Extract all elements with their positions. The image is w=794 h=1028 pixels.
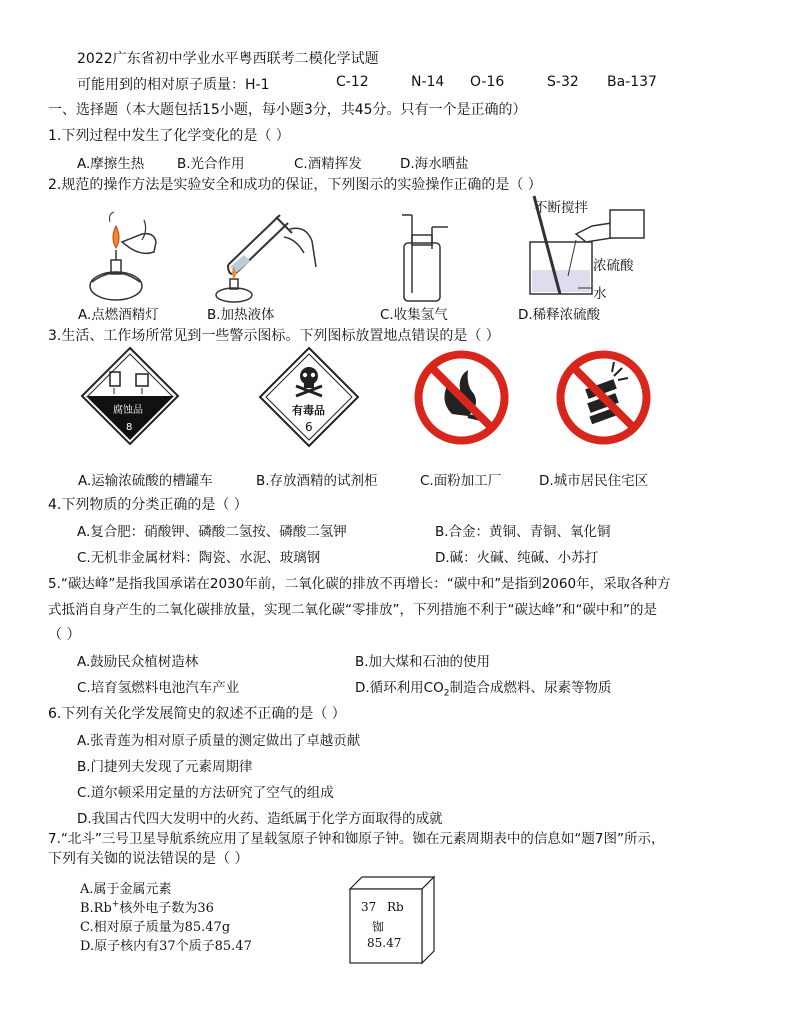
element-name: 铷 [372, 920, 385, 934]
toxic-sign [258, 346, 360, 448]
q3-option-a: A.运输浓硫酸的槽罐车 [78, 473, 213, 489]
section-heading: 一、选择题（本大题包括15小题，每小题3分，共45分。只有一个是正确的） [48, 102, 527, 118]
q2-option-c: C.收集氢气 [380, 307, 448, 323]
q2-option-a: A.点燃酒精灯 [78, 307, 159, 323]
q4-option-d: D.碱：火碱、纯碱、小苏打 [435, 550, 599, 566]
question-2-stem: 2.规范的操作方法是实验安全和成功的保证，下列图示的实验操作正确的是（ ） [48, 177, 542, 193]
alcohol-lamp-lighting-icon [82, 212, 162, 304]
q1-option-a: A.摩擦生热 [77, 156, 145, 172]
element-number: 37 [361, 900, 377, 914]
atomic-mass-c: C-12 [336, 74, 369, 90]
q7-option-d: D.原子核内有37个质子85.47 [80, 939, 252, 954]
q1-option-d: D.海水晒盐 [400, 156, 469, 172]
q5-option-d-post: 制造合成燃料、尿素等物质 [449, 680, 612, 696]
q6-option-b: B.门捷列夫发现了元素周期律 [77, 759, 253, 775]
element-cube-icon [346, 873, 438, 965]
question-4-stem: 4.下列物质的分类正确的是（ ） [48, 497, 248, 513]
no-fireworks-icon [556, 350, 651, 445]
heating-test-tube-icon [200, 207, 325, 303]
atomic-mass-s: S-32 [547, 74, 579, 90]
q6-option-a: A.张青莲为相对原子质量的测定做出了卓越贡献 [77, 733, 361, 749]
corrosive-number: 8 [126, 422, 133, 433]
q5-option-a: A.鼓励民众植树造林 [77, 654, 199, 670]
question-1-stem: 1.下列过程中发生了化学变化的是（ ） [48, 128, 290, 144]
no-fire-icon [414, 350, 509, 445]
q4-option-b: B.合金：黄铜、青铜、氧化铜 [435, 524, 611, 540]
q5-option-b: B.加大煤和石油的使用 [355, 654, 491, 670]
question-7-stem-line1: 7.“北斗”三号卫星导航系统应用了星载氢原子钟和铷原子钟。铷在元素周期表中的信息如“题7图”所示， [48, 831, 665, 847]
question-6-stem: 6.下列有关化学发展简史的叙述不正确的是（ ） [48, 706, 346, 722]
q2-option-d: D.稀释浓硫酸 [518, 307, 601, 323]
q3-option-c: C.面粉加工厂 [420, 473, 502, 489]
corrosive-sign [80, 346, 180, 446]
q1-option-c: C.酒精挥发 [294, 156, 362, 172]
atomic-mass-line [77, 74, 270, 94]
q6-option-c: C.道尔顿采用定量的方法研究了空气的组成 [77, 785, 334, 801]
atomic-mass-h: 可能用到的相对原子质量：H-1 [77, 77, 270, 93]
acid-label: 浓硫酸 [593, 258, 634, 274]
q7-option-c: C.相对原子质量为85.47g [80, 920, 231, 935]
q1-option-b: B.光合作用 [177, 156, 245, 172]
q5-option-d-pre: D.循环利用CO [355, 680, 444, 696]
q5-option-c: C.培育氢燃料电池汽车产业 [77, 680, 240, 696]
question-5-stem-line3: （ ） [48, 627, 81, 643]
q7-option-b-post: 核外电子数为36 [119, 901, 214, 916]
q4-option-a: A.复合肥：硝酸钾、磷酸二氢按、磷酸二氢钾 [77, 524, 347, 540]
question-5-stem-line2: 式抵消自身产生的二氧化碳排放量，实现二氧化碳“零排放”，下列措施不利于“碳达峰”和“碳中和”的是 [48, 602, 657, 618]
toxic-number: 6 [305, 420, 313, 434]
toxic-text: 有毒品 [292, 404, 325, 417]
q3-option-d: D.城市居民住宅区 [539, 473, 649, 489]
q3-option-b: B.存放酒精的试剂柜 [256, 473, 378, 489]
water-label: 水 [593, 286, 607, 302]
q2-option-b: B.加热液体 [207, 307, 275, 323]
page-title: 2022广东省初中学业水平粤西联考二模化学试题 [77, 51, 379, 67]
question-5-stem-line1: 5.“碳达峰”是指我国承诺在2030年前，二氧化碳的排放不再增长：“碳中和”是指到2060年，采取各种方 [48, 576, 671, 592]
q4-option-c: C.无机非金属材料：陶瓷、水泥、玻璃钢 [77, 550, 321, 566]
stir-label: 不断搅拌 [534, 200, 588, 216]
element-mass: 85.47 [367, 936, 402, 950]
q7-option-b-sup: + [111, 899, 120, 910]
q5-option-d-sub: 2 [443, 688, 450, 699]
gas-collecting-bottle-icon [392, 213, 452, 305]
atomic-mass-n: N-14 [411, 74, 445, 90]
q7-option-b-pre: B.Rb [80, 901, 112, 916]
element-symbol: Rb [387, 900, 404, 914]
question-7-stem-line2: 下列有关铷的说法错误的是（ ） [48, 851, 249, 867]
atomic-mass-o: O-16 [470, 74, 505, 90]
question-3-stem: 3.生活、工作场所常见到一些警示图标。下列图标放置地点错误的是（ ） [48, 328, 500, 344]
q7-option-b [80, 897, 214, 916]
atomic-mass-ba: Ba-137 [607, 74, 657, 90]
corrosive-text: 腐蚀品 [113, 405, 143, 416]
q7-option-a: A.属于金属元素 [80, 882, 172, 897]
q6-option-d: D.我国古代四大发明中的火药、造纸属于化学方面取得的成就 [77, 811, 443, 827]
q5-option-d [355, 676, 611, 699]
